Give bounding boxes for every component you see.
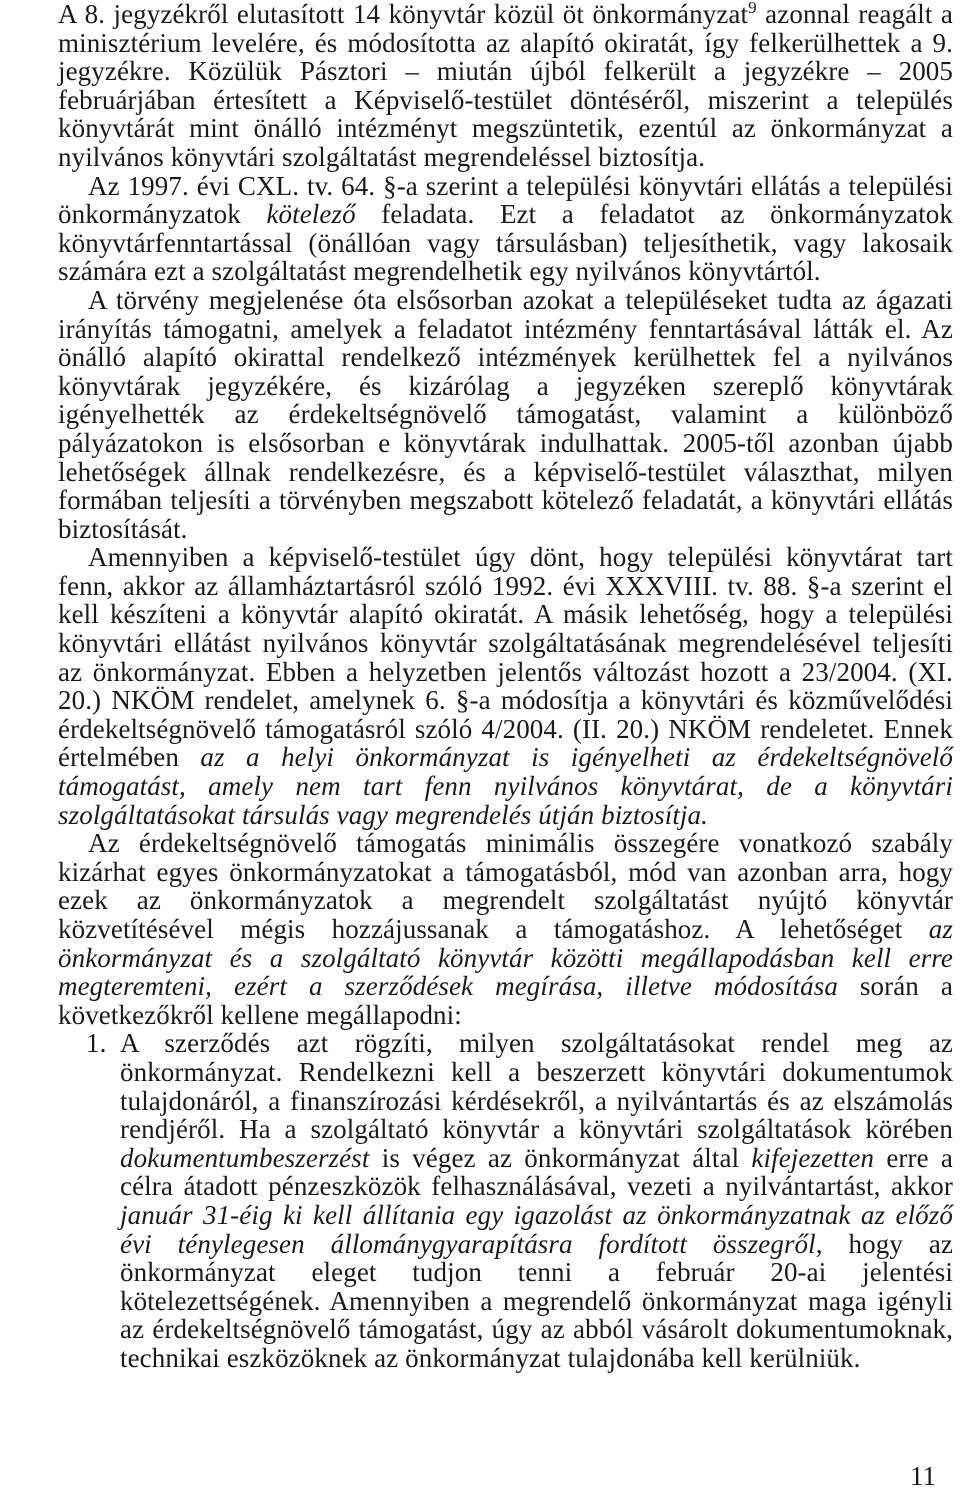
- paragraph: [58, 172, 953, 286]
- emphasized-text: kötelező: [266, 199, 356, 230]
- text-run: azonnal reagált a minisztérium levelére, és módosította az alapító okiratát, így felkerülhettek a 9. jegyzékre. Közülük Pásztori – miután újból felkerült a jegyzékre – 2005 februárjában értesített a Képviselő-testület döntéséről, miszerint a település könyvtárát mint önálló intézményt megszüntetik, ezentúl az önkormányzat a nyilvános könyvtári szolgáltatást megrendeléssel biztosítja.: [58, 0, 953, 172]
- emphasized-text: kifejezetten: [751, 1142, 875, 1173]
- list-item-text: [120, 1029, 953, 1372]
- list-item-number: 1.: [86, 1028, 107, 1059]
- text-run: A szerződés azt rögzíti, milyen szolgáltatásokat rendel meg az önkormányzat. Rendelkezni kell a beszerzett könyvtári dokumentumok tulajdonáról, a finanszírozási kérdésekről, a nyilvántartás és az elszámolás rendjéről. Ha a szolgáltató könyvtár a könyvtári szolgáltatások körében: [120, 1028, 953, 1145]
- text-run: Amennyiben a képviselő-testület úgy dönt, hogy települési könyvtárat tart fenn, akkor az államháztartásról szóló 1992. évi XXXVIII. tv. 88. §-a szerint el kell készíteni a könyvtár alapító okiratát. A másik lehetőség, hogy a települési könyvtári ellátást nyilvános könyvtár szolgáltatásának megrendelésével teljesíti az önkormányzat. Ebben a helyzetben jelentős változást hozott a 23/2004. (XI. 20.) NKÖM rendelet, amelynek 6. §-a módosítja a könyvtári és közművelődési érdekeltségnövelő támogatásról szóló 4/2004. (II. 20.) NKÖM rendeletet. Ennek értelmében: [58, 542, 953, 773]
- emphasized-text: az önkormányzat és a szolgáltató könyvtár közötti megállapodásban kell erre megteremteni, ezért a szerződések megírása, illetve módosítása: [58, 914, 953, 1002]
- page-number: 11: [910, 1461, 936, 1491]
- text-run: Az érdekeltségnövelő támogatás minimális összegére vonatkozó szabály kizárhat egyes önkormányzatokat a támogatásból, mód van azonban arra, hogy ezek az önkormányzatok a megrendelt szolgáltatást nyújtó könyvtár közvetítésével mégis hozzájussanak a támogatáshoz. A lehetőséget: [58, 828, 953, 944]
- emphasized-text: január 31-éig ki kell állítania egy igazolást az önkormányzatnak az előző évi ténylegesen állománygyarapításra fordított összegről,: [120, 1199, 953, 1259]
- paragraph: [58, 543, 953, 829]
- paragraph: [58, 286, 953, 543]
- document-body: [58, 0, 953, 1029]
- text-run: A 8. jegyzékről elutasított 14 könyvtár közül öt önkormányzat: [58, 0, 749, 29]
- text-run: hogy az önkormányzat eleget tudjon tenni a február 20-ai jelentési kötelezettségének. Amennyiben a megrendelő önkormányzat maga igényli az érdekeltségnövelő támogatást, úgy az abból vásárolt dokumentumoknak, technikai eszközöknek az önkormányzat tulajdonába kell kerülniük.: [120, 1228, 953, 1373]
- paragraph: [58, 0, 953, 172]
- list-item: [58, 1029, 953, 1372]
- numbered-list: [58, 1029, 953, 1372]
- emphasized-text: az a helyi önkormányzat is igényelheti az érdekeltségnövelő támogatást, amely nem tart fenn nyilvános könyvtárat, de a könyvtári szolgáltatásokat társulás vagy megrendelés útján biztosítja.: [58, 742, 953, 830]
- footnote-marker: 9: [748, 0, 757, 17]
- text-run: feladata. Ezt a feladatot az önkormányzatok könyvtárfenntartással (önállóan vagy társulásban) teljesíthetik, vagy lakosaik számára ezt a szolgáltatást megrendelhetik egy nyilvános könyvtártól.: [58, 199, 953, 287]
- emphasized-text: dokumentumbeszerzést: [120, 1142, 370, 1173]
- text-run: is végez az önkormányzat által: [369, 1142, 752, 1173]
- text-run: során a következőkről kellene megállapodni:: [58, 971, 953, 1030]
- document-page: [58, 0, 953, 1373]
- text-run: A törvény megjelenése óta elsősorban azokat a településeket tudta az ágazati irányítás támogatni, amelyek a feladatot intézmény fenntartásával látták el. Az önálló alapító okirattal rendelkező intézmények kerülhettek fel a nyilvános könyvtárak jegyzékére, és kizárólag a jegyzéken szereplő könyvtárak igényelhették az érdekeltségnövelő támogatást, valamint a különböző pályázatokon is elsősorban e könyvtárak indulhattak. 2005-től azonban újabb lehetőségek állnak rendelkezésre, és a képviselő-testület választhat, milyen formában teljesíti a törvényben megszabott kötelező feladatát, a könyvtári ellátás biztosítását.: [58, 284, 953, 544]
- text-run: Az 1997. évi CXL. tv. 64. §-a szerint a települési könyvtári ellátás a települési önkormányzatok: [58, 170, 953, 230]
- text-run: erre a célra átadott pénzeszközök felhasználásával, vezeti a nyilvántartást, akkor: [120, 1142, 953, 1202]
- paragraph: [58, 829, 953, 1029]
